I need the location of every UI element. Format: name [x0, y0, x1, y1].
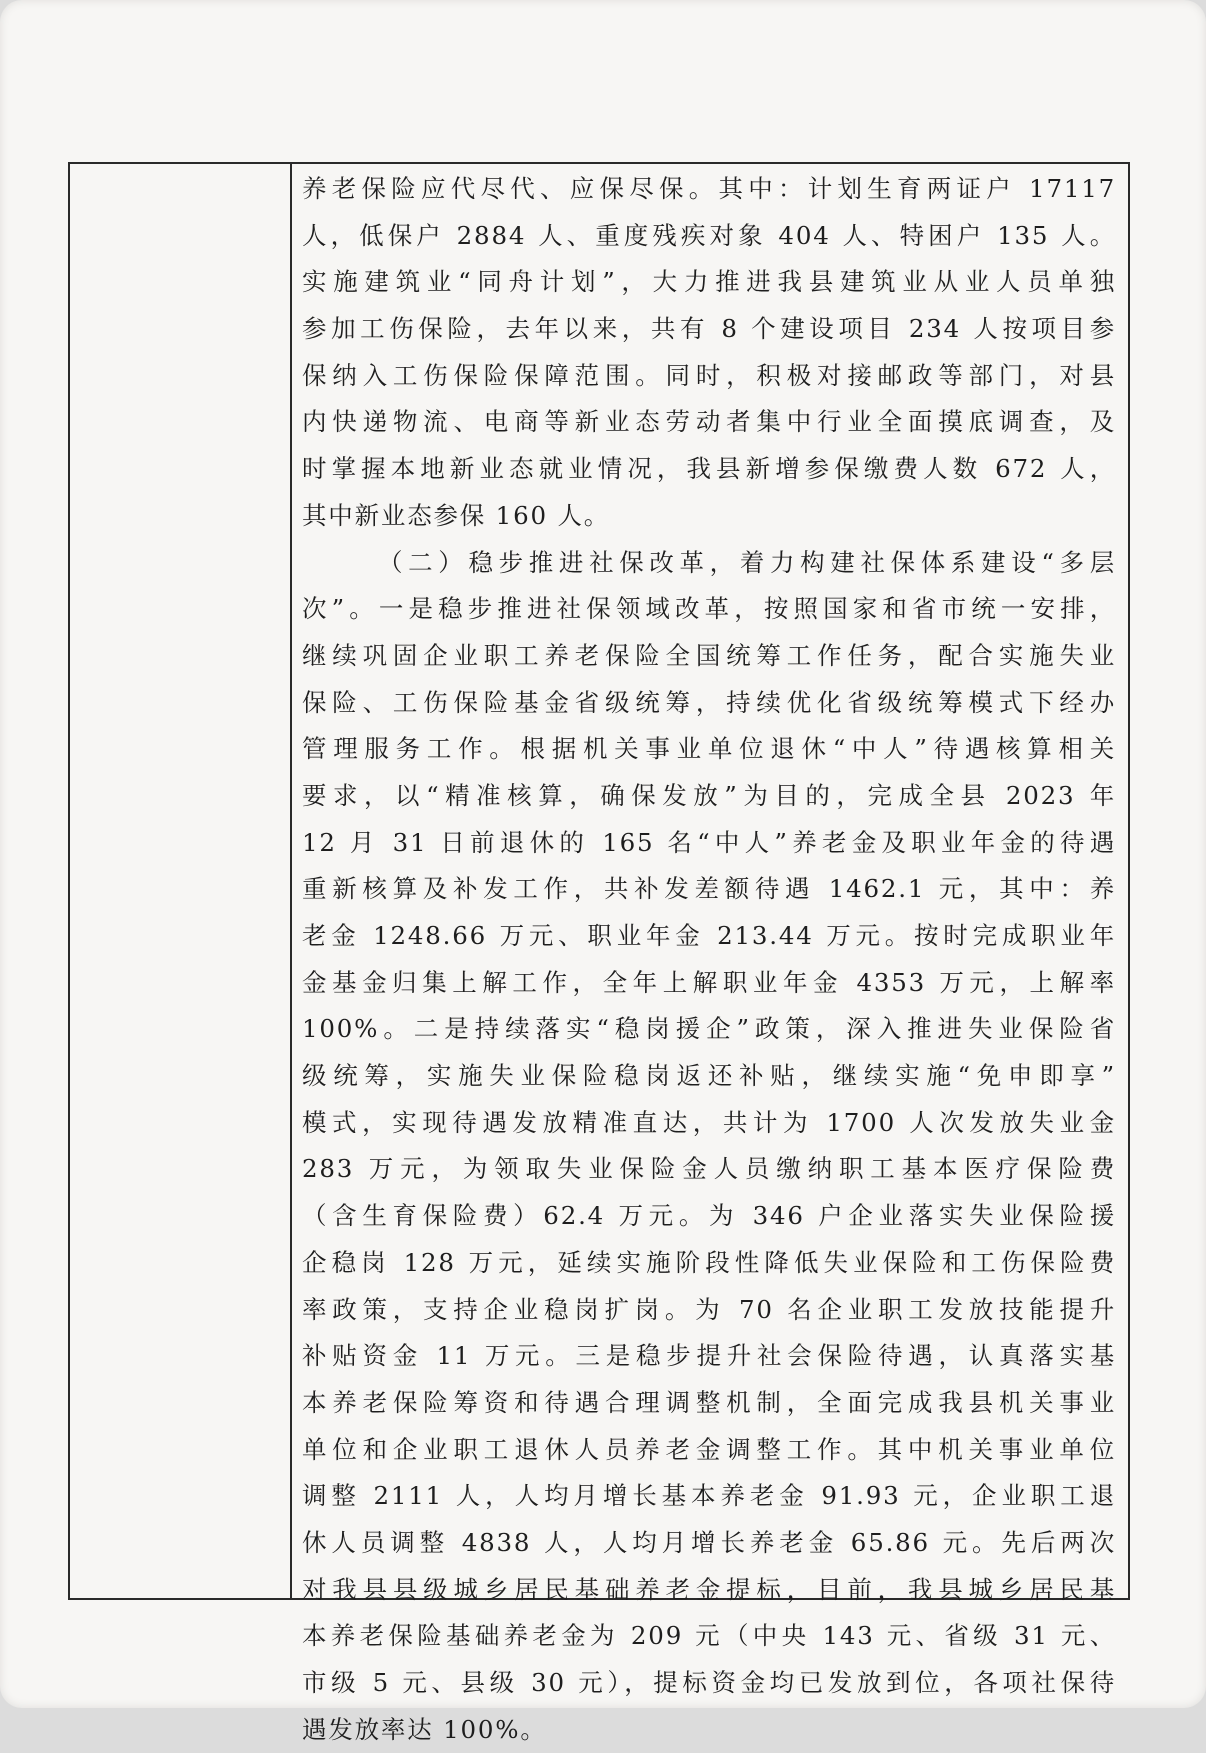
text-line: 保纳入工伤保险保障范围。同时，积极对接邮政等部门，对县 — [302, 360, 1116, 390]
text-line: 要求，以“精准核算，确保发放”为目的，完成全县 2023 年 — [302, 780, 1116, 810]
text-line: 模式，实现待遇发放精准直达，共计为 1700 人次发放失业金 — [302, 1107, 1116, 1137]
text-line: 100%。二是持续落实“稳岗援企”政策，深入推进失业保险省 — [302, 1014, 1116, 1044]
text-line: 保险、工伤保险基金省级统筹，持续优化省级统筹模式下经办 — [302, 687, 1116, 717]
text-line: 参加工伤保险，去年以来，共有 8 个建设项目 234 人按项目参 — [302, 314, 1116, 344]
text-line: 283 万元，为领取失业保险金人员缴纳职工基本医疗保险费 — [302, 1154, 1116, 1184]
text-line: （二）稳步推进社保改革，着力构建社保体系建设“多层 — [378, 547, 1116, 577]
text-line: 企稳岗 128 万元，延续实施阶段性降低失业保险和工伤保险费 — [302, 1247, 1116, 1277]
text-line: （含生育保险费）62.4 万元。为 346 户企业落实失业保险援 — [302, 1201, 1116, 1231]
text-line: 休人员调整 4838 人，人均月增长养老金 65.86 元。先后两次 — [302, 1527, 1116, 1557]
text-line: 时掌握本地新业态就业情况，我县新增参保缴费人数 672 人， — [302, 454, 1116, 484]
text-line: 级统筹，实施失业保险稳岗返还补贴，继续实施“免申即享” — [302, 1061, 1116, 1091]
text-line: 市级 5 元、县级 30 元），提标资金均已发放到位，各项社保待 — [302, 1668, 1116, 1697]
text-line: 单位和企业职工退休人员养老金调整工作。其中机关事业单位 — [302, 1434, 1116, 1464]
text-line: 率政策，支持企业稳岗扩岗。为 70 名企业职工发放技能提升 — [302, 1294, 1116, 1324]
body-text — [302, 164, 1116, 1753]
table-frame — [68, 162, 1130, 1744]
text-line: 管理服务工作。根据机关事业单位退休“中人”待遇核算相关 — [302, 734, 1116, 764]
text-line: 其中新业态参保 160 人。 — [302, 500, 611, 530]
text-line: 金基金归集上解工作，全年上解职业年金 4353 万元，上解率 — [302, 967, 1116, 997]
text-line: 老金 1248.66 万元、职业年金 213.44 万元。按时完成职业年 — [302, 921, 1116, 950]
text-line: 养老保险应代尽代、应保尽保。其中：计划生育两证户 17117 — [302, 174, 1116, 203]
text-line: 人，低保户 2884 人、重度残疾对象 404 人、特困户 135 人。 — [302, 220, 1116, 250]
text-line: 重新核算及补发工作，共补发差额待遇 1462.1 元，其中：养 — [302, 874, 1116, 904]
text-line: 对我县县级城乡居民基础养老金提标，目前，我县城乡居民基 — [302, 1574, 1116, 1604]
left-label-column — [70, 164, 292, 1598]
text-line: 调整 2111 人，人均月增长基本养老金 91.93 元，企业职工退 — [302, 1481, 1116, 1511]
text-line: 补贴资金 11 万元。三是稳步提升社会保险待遇，认真落实基 — [302, 1341, 1116, 1371]
text-line: 次”。一是稳步推进社保领域改革，按照国家和省市统一安排， — [302, 594, 1116, 624]
text-line: 本养老保险筹资和待遇合理调整机制，全面完成我县机关事业 — [302, 1387, 1116, 1417]
text-line: 遇发放率达 100%。 — [302, 1714, 547, 1744]
text-line: 本养老保险基础养老金为 209 元（中央 143 元、省级 31 元、 — [302, 1621, 1116, 1651]
text-line: 实施建筑业“同舟计划”，大力推进我县建筑业从业人员单独 — [302, 267, 1116, 297]
text-line: 12 月 31 日前退休的 165 名“中人”养老金及职业年金的待遇 — [302, 827, 1116, 857]
content-cell — [302, 164, 1116, 1744]
text-line: 内快递物流、电商等新业态劳动者集中行业全面摸底调查，及 — [302, 407, 1116, 437]
text-line: 继续巩固企业职工养老保险全国统筹工作任务，配合实施失业 — [302, 640, 1116, 670]
